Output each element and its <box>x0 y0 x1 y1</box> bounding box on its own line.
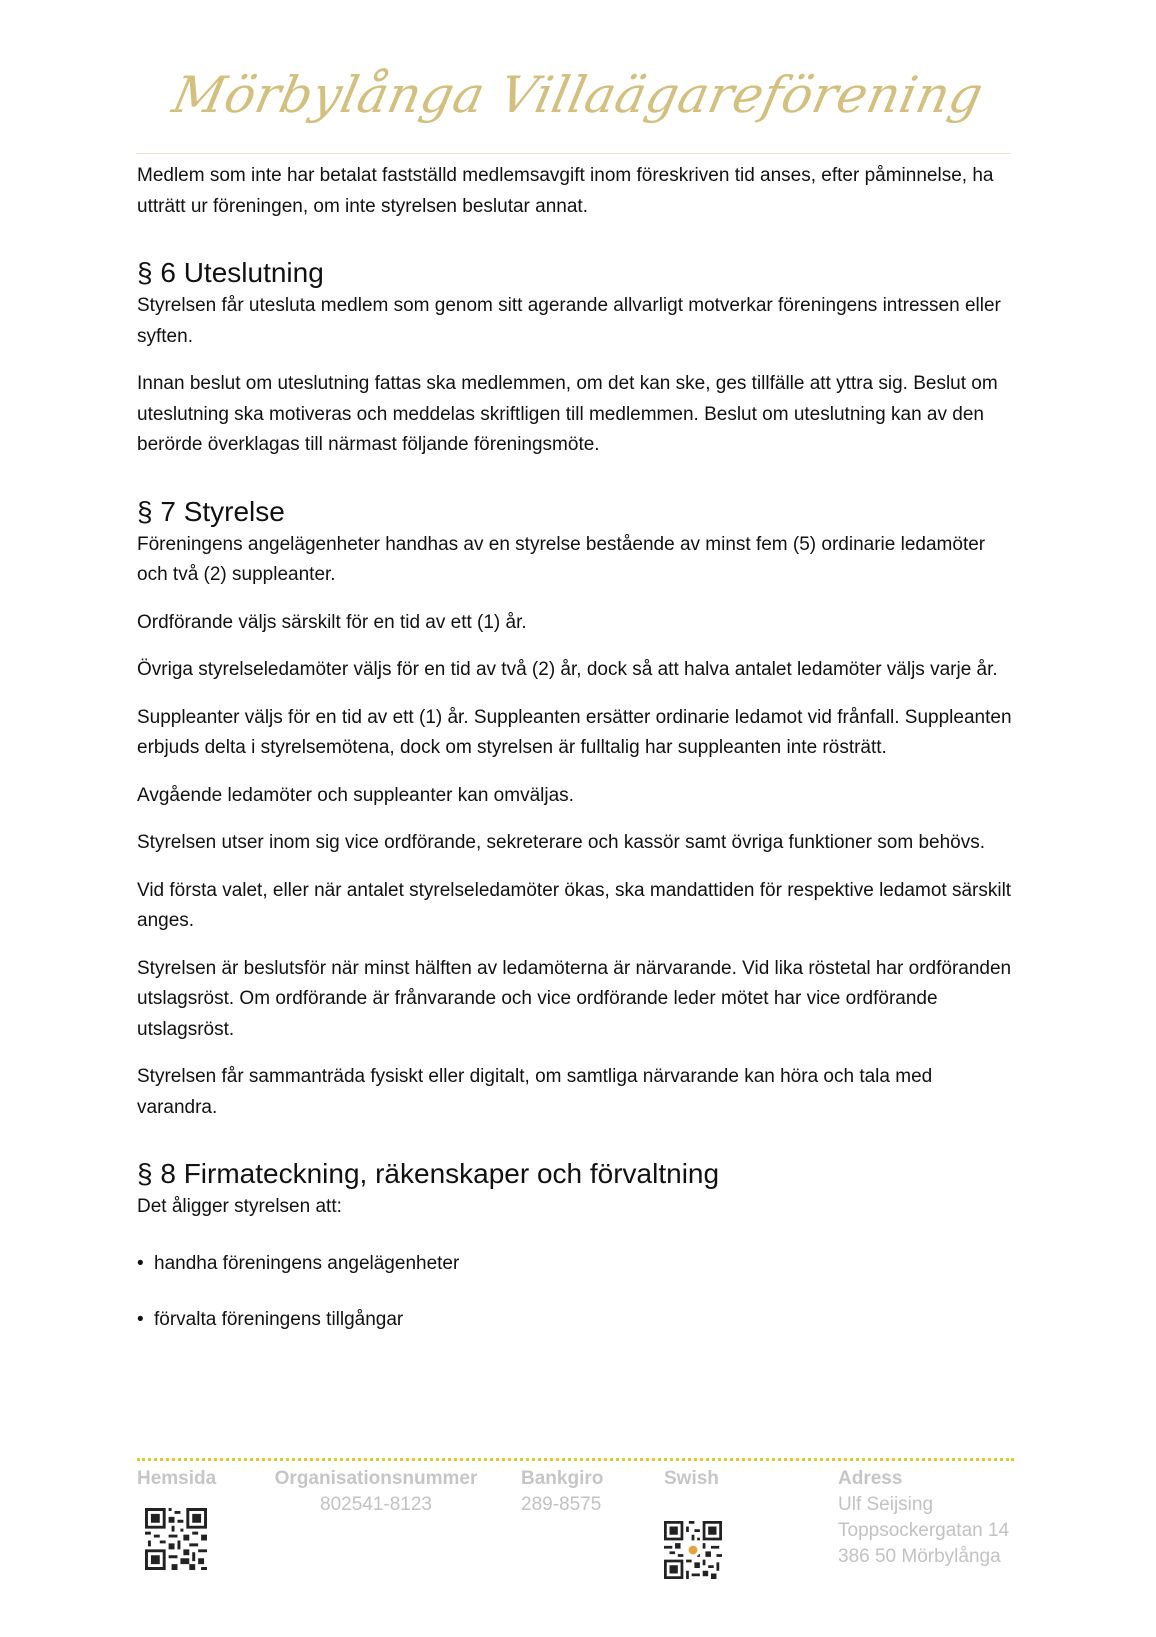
section-8-heading: § 8 Firmateckning, räkenskaper och förvaltning <box>137 1158 720 1189</box>
address-line-2: Toppsockergatan 14 <box>838 1520 1010 1541</box>
section-8-paragraph-1: Det åligger styrelsen att: <box>137 1196 342 1217</box>
address-label: Adress <box>838 1468 903 1489</box>
swish-qr-icon[interactable] <box>664 1521 722 1579</box>
section-6-paragraph-1: Styrelsen får utesluta medlem som genom sitt agerande allvarligt motverkar föreningens intressen eller syften. <box>137 295 1001 347</box>
list-item: • förvalta föreningens tillgångar <box>137 1305 1017 1335</box>
section-7-paragraph-6: Styrelsen utser inom sig vice ordförande, sekreterare och kassör samt övriga funktioner som behövs. <box>137 832 985 853</box>
footer-org-number <box>271 1466 481 1518</box>
section-7-paragraph-5: Avgående ledamöter och suppleanter kan omväljas. <box>137 784 574 806</box>
footer-address <box>838 1466 1009 1570</box>
address-line-3: 386 50 Mörbylånga <box>838 1546 1001 1567</box>
bankgiro-value: 289-8575 <box>521 1494 602 1515</box>
list-item: • handha föreningens angelägenheter <box>137 1249 1017 1279</box>
section-7-paragraph-4: Suppleanter väljs för en tid av ett (1) år. Suppleanten ersätter ordinarie ledamot vid frånfall. Suppleanten erbjuds delta i styrelsemötena, dock om styrelsen är fulltalig har suppleanten inte rösträtt. <box>137 706 1012 758</box>
section-7-paragraph-9: Styrelsen får sammanträda fysiskt eller digitalt, om samtliga närvarande kan höra och tala med varandra. <box>137 1066 933 1118</box>
footer <box>0 1466 1156 1626</box>
section-7-paragraph-1: Föreningens angelägenheter handhas av en styrelse bestående av minst fem (5) ordinarie ledamöter och två (2) suppleanter. <box>137 533 986 585</box>
address-line-1: Ulf Seijsing <box>838 1494 934 1515</box>
org-number-label: Organisationsnummer <box>274 1468 478 1489</box>
section-7-paragraph-3: Övriga styrelseledamöter väljs för en tid av två (2) år, dock så att halva antalet ledamöter väljs varje år. <box>137 659 998 680</box>
footer-divider <box>137 1458 1014 1461</box>
section-7-paragraph-2: Ordförande väljs särskilt för en tid av ett (1) år. <box>137 611 527 633</box>
homepage-qr-icon[interactable] <box>145 1508 207 1570</box>
section-7-heading: § 7 Styrelse <box>137 495 285 527</box>
section-7-paragraph-7: Vid första valet, eller när antalet styrelseledamöter ökas, ska mandattiden för respektive ledamot särskilt anges. <box>137 879 1012 931</box>
section-6-paragraph-2: Innan beslut om uteslutning fattas ska medlemmen, om det kan ske, ges tillfälle att yttra sig. Beslut om uteslutning ska motiveras och meddelas skriftligen till medlemmen. Beslut om uteslutning kan av den berörde överklagas till närmast följande föreningsmöte. <box>137 373 998 455</box>
footer-swish <box>664 1466 719 1492</box>
homepage-label: Hemsida <box>137 1468 217 1489</box>
organization-logo: Mörbylånga Villaägareförening <box>167 66 989 124</box>
header-divider <box>136 153 1011 154</box>
footer-bankgiro <box>521 1466 603 1518</box>
section-6-heading: § 6 Uteslutning <box>137 257 324 288</box>
swish-label: Swish <box>664 1468 719 1489</box>
section-7-paragraph-8: Styrelsen är beslutsför när minst hälften av ledamöterna är närvarande. Vid lika röstetal har ordföranden utslagsröst. Om ordförande är frånvarande och vice ordförande leder mötet har vice ordförande utslagsröst. <box>137 957 1012 1040</box>
intro-paragraph: Medlem som inte har betalat fastställd medlemsavgift inom föreskriven tid anses, efter påminnelse, ha utträtt ur föreningen, om inte styrelsen beslutar annat. <box>137 165 994 217</box>
document-body <box>137 161 1017 1335</box>
bankgiro-label: Bankgiro <box>521 1468 604 1489</box>
org-number-value: 802541-8123 <box>320 1494 432 1515</box>
footer-homepage <box>137 1466 216 1492</box>
